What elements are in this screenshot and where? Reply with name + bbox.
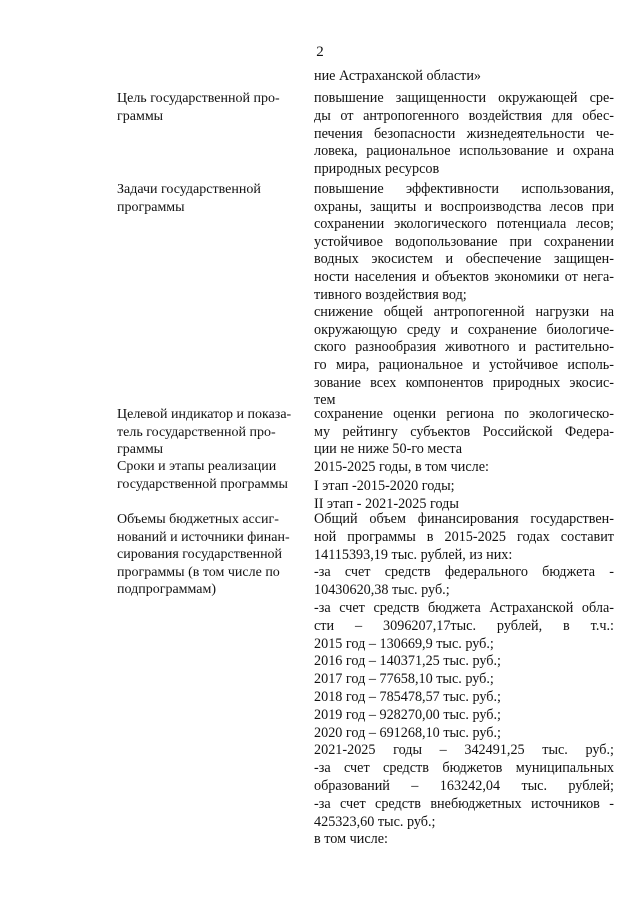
row-label-line: государственной программы [117, 476, 288, 492]
row-value-line: -за счет средств федерального бюджета - [314, 564, 614, 581]
row-value-line: 2021-2025 годы – 342491,25 тыс. руб.; [314, 742, 614, 759]
row-value-line: тивного воздействия вод; [314, 286, 467, 303]
row-value-line: природных ресурсов [314, 161, 440, 178]
row-value-line: повышение защищенности окружающей сре- [314, 90, 614, 106]
row-label-line: Целевой индикатор и показа- [117, 407, 292, 422]
row-value-line: 2020 год – 691268,10 тыс. руб.; [314, 724, 501, 741]
row-value-line: в том числе: [314, 831, 388, 848]
row-value-line: ние Астраханской области» [314, 68, 481, 84]
row-value-line: 425323,60 тыс. руб.; [314, 813, 436, 830]
row-value-line: ловека, рациональное использование и охрана [314, 143, 614, 160]
row-value-line: ности населения и объектов экономики от нега- [314, 268, 614, 285]
row-value-line: устойчивое водопользование при сохранении [314, 233, 614, 250]
row-value-line: 2017 год – 77658,10 тыс. руб.; [314, 671, 494, 688]
row-label-line: подпрограммам) [117, 582, 217, 597]
row-value [314, 90, 614, 179]
row-label-line: Объемы бюджетных ассиг- [117, 512, 279, 527]
row-value-line: сохранение оценки региона по экологическо- [314, 406, 614, 422]
row-value-line: водных экосистем и обеспечение защищен- [314, 251, 614, 268]
row-value-line: ды от антропогенного воздействия для обес- [314, 107, 614, 124]
row-value-line: ной программы в 2015-2025 годах составит [314, 528, 614, 545]
row-value-line: охраны, защиты и воспроизводства лесов при [314, 198, 614, 215]
row-value-line: сти – 3096207,17тыс. рублей, в т.ч.: [314, 617, 614, 634]
row-label-line: программы (в том числе по [117, 564, 280, 580]
row-label-line: Сроки и этапы реализации [117, 459, 277, 474]
row-label-line: сирования государственной [117, 547, 283, 562]
row-value [314, 68, 614, 86]
row-label-line: Задачи государственной [117, 182, 261, 197]
row-label [117, 511, 307, 599]
row-value-line: 2019 год – 928270,00 тыс. руб.; [314, 706, 501, 723]
row-label-line: программы [117, 199, 185, 215]
row-value-line: 2016 год – 140371,25 тыс. руб.; [314, 653, 501, 670]
row-value-line: тем [314, 392, 336, 409]
row-value-line: 2018 год – 785478,57 тыс. руб.; [314, 688, 501, 705]
row-value [314, 406, 614, 459]
row-value-line: -за счет средств бюджетов муниципальных [314, 760, 614, 777]
row-value-line: 14115393,19 тыс. рублей, из них: [314, 546, 513, 563]
row-value [314, 181, 614, 410]
row-value-line: снижение общей антропогенной нагрузки на [314, 304, 614, 321]
row-value-line: ции не ниже 50-го места [314, 441, 463, 458]
row-value-line: -за счет средств бюджета Астраханской обла- [314, 599, 614, 616]
row-value-line: 10430620,38 тыс. руб.; [314, 582, 450, 599]
row-value-line: 2015-2025 годы, в том числе: [314, 459, 489, 475]
row-value-line: ского разнообразия животного и растительно- [314, 339, 614, 356]
row-value-line: Общий объем финансирования государствен- [314, 511, 614, 527]
row-value [314, 511, 614, 849]
page-number: 2 [316, 44, 324, 60]
row-value-line: образований – 163242,04 тыс. рублей; [314, 777, 614, 794]
row-label-line: граммы [117, 108, 164, 124]
row-value-line: повышение эффективности использования, [314, 181, 614, 197]
row-value-line: му рейтингу субъектов Российской Федера- [314, 423, 614, 440]
row-value [314, 458, 614, 514]
row-label-line: Цель государственной про- [117, 91, 280, 106]
row-value-line: зование всех компонентов природных экосис- [314, 374, 614, 391]
row-value-line: II этап - 2021-2025 годы [314, 496, 459, 512]
row-value-line: печения безопасности жизнедеятельности че- [314, 125, 614, 142]
row-label-line: граммы [117, 442, 164, 457]
row-value-line: I этап -2015-2020 годы; [314, 477, 455, 494]
row-label-line: тель государственной про- [117, 424, 276, 440]
row-value-line: -за счет средств внебюджетных источников - [314, 795, 614, 812]
row-label [117, 406, 307, 459]
row-value-line: го мира, рациональное и устойчивое исполь- [314, 356, 614, 373]
row-label [117, 458, 307, 493]
row-value-line: 2015 год – 130669,9 тыс. руб.; [314, 635, 494, 652]
row-label [117, 90, 307, 125]
row-label [117, 181, 307, 216]
row-label-line: нований и источники финан- [117, 529, 290, 545]
row-value-line: сохранении экологического потенциала лесов; [314, 216, 614, 233]
row-value-line: окружающую среду и сохранение биологиче- [314, 321, 614, 338]
